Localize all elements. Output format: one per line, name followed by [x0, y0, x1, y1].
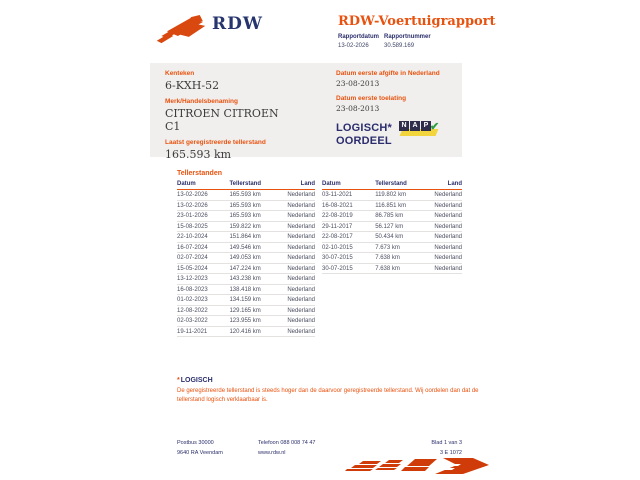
column-header-odometer: Tellerstand [375, 180, 428, 190]
footer-page-number: Blad 1 van 3 [431, 440, 462, 446]
vehicle-summary-box [150, 63, 462, 161]
wing-decoration-icon [345, 456, 493, 480]
table-row [177, 295, 315, 306]
row-country: Nederland [282, 316, 315, 327]
merk-label: Merk/Handelsbenaming [165, 98, 238, 105]
row-odometer: 129.165 km [229, 305, 281, 316]
table-row [177, 242, 315, 253]
row-date: 02-03-2022 [177, 316, 229, 327]
footnote-title [177, 377, 482, 384]
odometer-table-left [177, 180, 315, 337]
table-row [322, 232, 462, 243]
report-number-value: 30.589.169 [384, 43, 415, 49]
first-admission-label: Datum eerste toelating [336, 95, 407, 102]
table-row [177, 305, 315, 316]
nap-letter-a: A [410, 121, 420, 131]
row-date: 29-11-2017 [322, 221, 375, 232]
row-date: 15-05-2024 [177, 263, 229, 274]
nap-letter-n: N [399, 121, 409, 131]
row-country: Nederland [282, 232, 315, 243]
column-header-country: Land [282, 180, 315, 190]
row-date: 13-02-2026 [177, 190, 229, 201]
row-odometer: 123.955 km [229, 316, 281, 327]
first-issue-label: Datum eerste afgifte in Nederland [336, 70, 440, 77]
row-odometer: 134.159 km [229, 295, 281, 306]
table-row [177, 316, 315, 327]
row-date: 30-07-2015 [322, 253, 375, 264]
footer-address-line1: Postbus 30000 [177, 440, 214, 446]
report-title: RDW-Voertuigrapport [338, 14, 496, 29]
row-date: 16-07-2024 [177, 242, 229, 253]
nap-letter-p: P [421, 121, 431, 131]
row-date: 23-01-2026 [177, 211, 229, 222]
row-country: Nederland [282, 211, 315, 222]
row-country: Nederland [428, 263, 462, 274]
judgement-text [336, 122, 392, 148]
row-odometer: 165.593 km [229, 190, 281, 201]
footer-website: www.rdw.nl [258, 450, 286, 456]
row-odometer: 120.416 km [229, 326, 281, 337]
row-odometer: 165.593 km [229, 200, 281, 211]
row-odometer: 149.053 km [229, 253, 281, 264]
row-odometer: 50.434 km [375, 232, 428, 243]
row-date: 16-08-2021 [322, 200, 375, 211]
report-date-value: 13-02-2026 [338, 43, 369, 49]
row-date: 12-08-2022 [177, 305, 229, 316]
table-row [177, 221, 315, 232]
table-row [177, 284, 315, 295]
row-country: Nederland [282, 263, 315, 274]
table-row [322, 253, 462, 264]
row-odometer: 116.851 km [375, 200, 428, 211]
kenteken-label: Kenteken [165, 70, 195, 77]
row-odometer: 151.864 km [229, 232, 281, 243]
row-date: 13-02-2026 [177, 200, 229, 211]
table-row [322, 263, 462, 274]
column-header-date: Datum [322, 180, 375, 190]
row-country: Nederland [282, 221, 315, 232]
footer-contact [258, 438, 316, 458]
row-date: 19-11-2021 [177, 326, 229, 337]
nap-checkmark-icon: ✔ [430, 121, 440, 133]
row-country: Nederland [428, 253, 462, 264]
row-odometer: 7.638 km [375, 253, 428, 264]
odometer-table-right [322, 180, 462, 274]
row-odometer: 149.546 km [229, 242, 281, 253]
kenteken-value: 6-KXH-52 [165, 79, 220, 92]
table-row [177, 190, 315, 201]
row-country: Nederland [282, 284, 315, 295]
row-odometer: 147.224 km [229, 263, 281, 274]
table-row [177, 326, 315, 337]
column-header-country: Land [428, 180, 462, 190]
merk-value-line1: CITROEN CITROEN [165, 107, 279, 120]
footer-address [177, 438, 223, 458]
row-country: Nederland [282, 305, 315, 316]
footnote-body: De geregistreerde tellerstand is steeds hoger dan de daarvoor geregistreerde tellerstand. Wij oordelen dan dat de tellerstand logisch verklaarbaar is. [177, 388, 479, 403]
row-odometer: 143.238 km [229, 274, 281, 285]
column-header-odometer: Tellerstand [229, 180, 281, 190]
first-admission-value: 23-08-2013 [336, 104, 380, 113]
row-country: Nederland [282, 190, 315, 201]
report-number-block [384, 33, 431, 50]
row-country: Nederland [282, 253, 315, 264]
footnote [177, 377, 482, 405]
row-country: Nederland [428, 221, 462, 232]
row-odometer: 159.822 km [229, 221, 281, 232]
footer-phone: Telefoon 088 008 74 47 [258, 440, 316, 446]
table-header-row [322, 180, 462, 190]
table-row [322, 221, 462, 232]
nap-logo-icon [399, 121, 443, 139]
judgement-line1: LOGISCH* [336, 122, 392, 134]
footer-page-info [362, 438, 462, 458]
judgement-line2: OORDEEL [336, 135, 392, 147]
table-row [177, 200, 315, 211]
row-country: Nederland [428, 190, 462, 201]
row-date: 01-02-2023 [177, 295, 229, 306]
footer-address-line2: 9640 RA Veendam [177, 450, 223, 456]
column-header-date: Datum [177, 180, 229, 190]
table-header-row [177, 180, 315, 190]
report-number-label: Rapportnummer [384, 34, 431, 40]
first-issue-value: 23-08-2013 [336, 79, 380, 88]
odometer-label: Laatst geregistreerde tellerstand [165, 139, 266, 146]
row-country: Nederland [428, 242, 462, 253]
row-date: 15-08-2025 [177, 221, 229, 232]
table-row [322, 211, 462, 222]
table-row [177, 211, 315, 222]
report-date-label: Rapportdatum [338, 34, 379, 40]
vehicle-box-right-column [336, 70, 456, 147]
row-date: 02-10-2015 [322, 242, 375, 253]
row-country: Nederland [428, 211, 462, 222]
tables-heading: Tellerstanden [177, 170, 222, 177]
table-row [177, 232, 315, 243]
row-date: 30-07-2015 [322, 263, 375, 274]
report-date-block [338, 33, 379, 50]
row-date: 16-08-2023 [177, 284, 229, 295]
footnote-title-text: LOGISCH [180, 377, 213, 384]
row-country: Nederland [282, 295, 315, 306]
row-odometer: 138.418 km [229, 284, 281, 295]
merk-value-line2: C1 [165, 120, 181, 133]
row-date: 22-08-2017 [322, 232, 375, 243]
row-country: Nederland [428, 232, 462, 243]
row-odometer: 165.593 km [229, 211, 281, 222]
row-date: 22-10-2024 [177, 232, 229, 243]
row-odometer: 56.127 km [375, 221, 428, 232]
table-row [177, 253, 315, 264]
row-country: Nederland [282, 274, 315, 285]
row-odometer: 7.638 km [375, 263, 428, 274]
row-odometer: 119.802 km [375, 190, 428, 201]
table-row [177, 263, 315, 274]
row-odometer: 7.673 km [375, 242, 428, 253]
row-date: 02-07-2024 [177, 253, 229, 264]
row-country: Nederland [282, 200, 315, 211]
rdw-wordmark: RDW [212, 14, 263, 34]
row-date: 13-12-2023 [177, 274, 229, 285]
row-country: Nederland [428, 200, 462, 211]
row-date: 22-08-2019 [322, 211, 375, 222]
row-country: Nederland [282, 242, 315, 253]
vehicle-box-left-column [165, 70, 315, 167]
footnote-asterisk: * [177, 377, 180, 384]
table-row [322, 200, 462, 211]
table-row [177, 274, 315, 285]
table-row [322, 242, 462, 253]
table-row [322, 190, 462, 201]
odometer-value: 165.593 km [165, 148, 232, 161]
footer-form-code: 3 E 1072 [439, 450, 462, 456]
row-date: 03-11-2021 [322, 190, 375, 201]
rdw-bird-logo-icon [156, 12, 206, 51]
row-odometer: 86.785 km [375, 211, 428, 222]
row-country: Nederland [282, 326, 315, 337]
